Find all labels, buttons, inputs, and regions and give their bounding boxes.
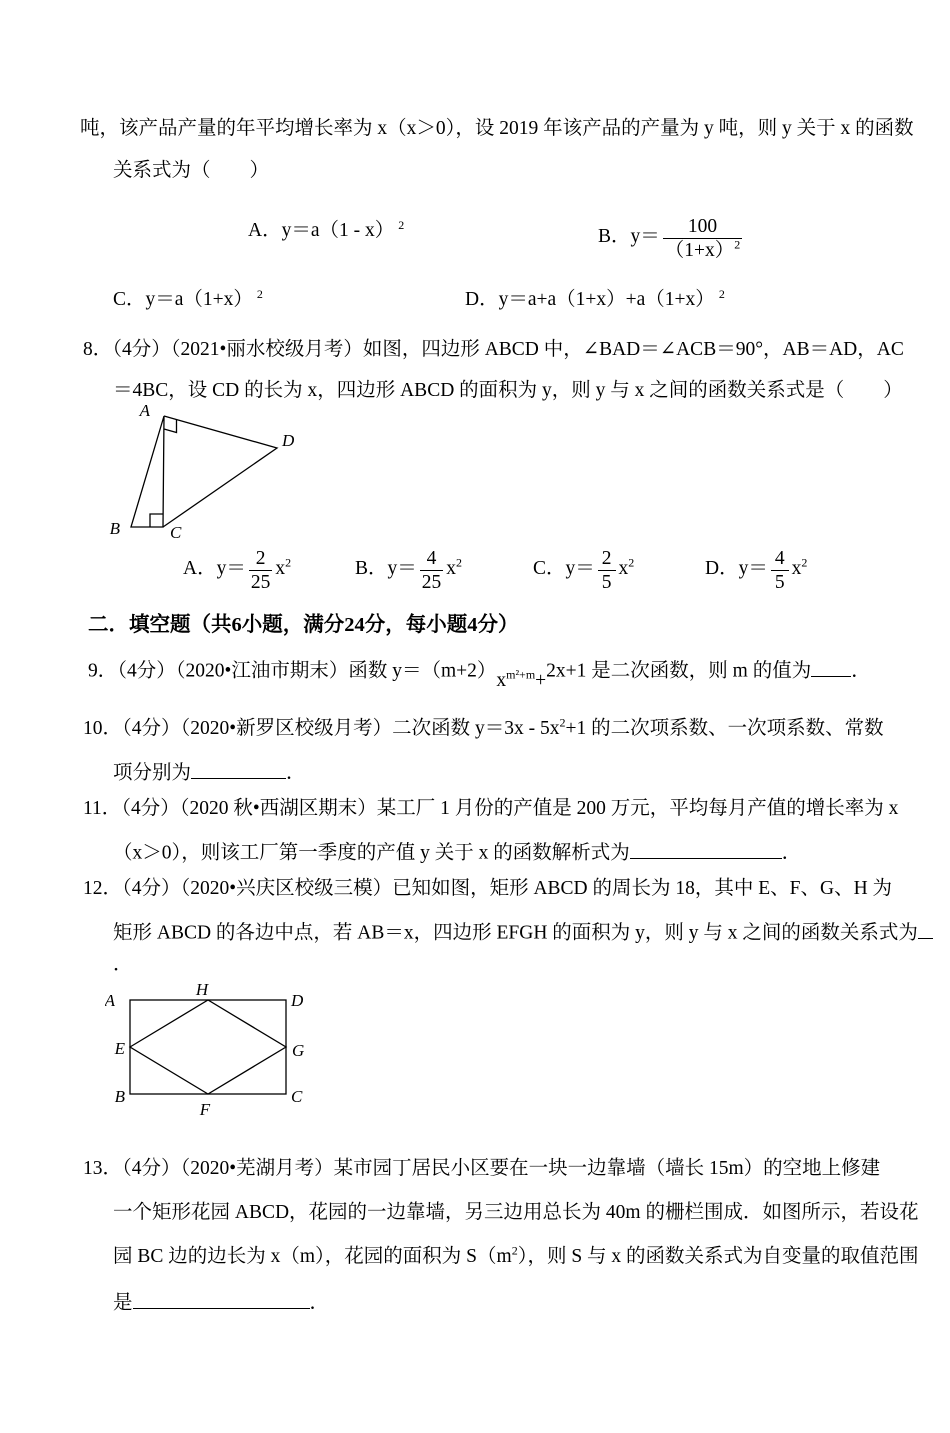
q8-option-a: A．y＝ $\frac{2}{25}$ $x^2$ <box>183 548 292 593</box>
q8-option-b: B．y＝ $\frac{4}{25}$ $x^2$ <box>355 548 463 593</box>
exponent: 2 <box>511 1243 518 1258</box>
option-label: B． <box>598 226 631 247</box>
right-angle-mark-c <box>150 514 163 527</box>
q8-line-1: 8．（4分）（2021•丽水校级月考）如图，四边形 ABCD 中，∠BAD＝∠ACB＝90°，AB＝AD，AC <box>83 339 904 360</box>
q7-option-a <box>248 218 404 244</box>
vertex-label-e: E <box>114 1039 125 1058</box>
exponent: 2 <box>734 237 741 252</box>
q10-line-2: 项分别为 ． <box>113 758 306 787</box>
q8-figure-quadrilateral-abcd <box>100 402 310 547</box>
vertex-label-c: C <box>291 1087 303 1106</box>
right-angle-mark-a <box>164 420 177 433</box>
vertex-label-a: A <box>139 402 150 420</box>
fraction <box>663 216 743 262</box>
fraction-numerator: 100 <box>663 216 743 239</box>
edges-ad-dc <box>163 416 277 527</box>
option-label: A． <box>248 220 282 241</box>
q10-line-1: 10．（4分）（2020•新罗区校级月考）二次函数 $y=3x - 5x^2+1$ 的二次项系数、一次项系数、常数 <box>83 715 884 739</box>
q13-line-3: 园 BC 边的边长为 x（m），花园的面积为 $S(m^2)$，则 S 与 x 的函数关系式为自变量的取值范围 <box>113 1243 919 1267</box>
blank-underline <box>630 838 782 859</box>
q13-line-2: 一个矩形花园 ABCD，花园的一边靠墙，另三边用总长为 40m 的栅栏围成．如图所示，若设花 <box>113 1202 919 1223</box>
fraction: $\frac{4}{25}$ <box>421 548 442 593</box>
q7-option-d <box>465 287 725 313</box>
q13-line-4: 是 ． <box>113 1288 329 1317</box>
q12-figure-rectangle-abcd <box>105 982 320 1122</box>
q8-line-2: ＝4BC，设 CD 的长为 x，四边形 ABCD 的面积为 y，则 y 与 x 之间的函数关系式是（ ） <box>113 380 903 401</box>
exponent: 2 <box>285 555 292 570</box>
vertex-label-b: B <box>109 519 120 538</box>
exponent: 2 <box>718 286 725 301</box>
vertex-label-a: A <box>105 991 115 1010</box>
q11-line-1: 11．（4分）（2020 秋•西湖区期末）某工厂 1 月份的产值是 200 万元，平均每月产值的增长率为 x <box>83 798 899 819</box>
vertex-label-d: D <box>282 431 295 450</box>
q8-option-c: C．y＝ $\frac{2}{5}$ $x^2$ <box>533 548 635 593</box>
option-label: D． <box>465 289 499 310</box>
q9-line: 9．（4分）（2020•江油市期末）函数 $y=(m+2)x^{m^2+m}+2x+1$ 是二次函数，则 m 的值为 ． <box>88 656 871 685</box>
blank-underline <box>133 1288 310 1309</box>
q7-option-c <box>113 287 263 313</box>
exponent: 2 <box>398 217 405 232</box>
fraction-denominator: $(1+x)^2$ <box>664 237 741 261</box>
fraction: $\frac{2}{25}$ <box>250 548 271 593</box>
exponent: m²+m <box>506 667 536 681</box>
q9-power-term: $x^{m^2+m}+$ <box>496 667 547 691</box>
option-formula: y＝a（1+x） <box>145 289 253 310</box>
exponent: 2 <box>256 286 263 301</box>
blank-underline <box>811 656 851 677</box>
q7-option-b <box>598 216 745 262</box>
section-2-heading: 二．填空题（共6小题，满分24分，每小题4分） <box>88 614 519 636</box>
triangle-abc <box>131 416 164 527</box>
vertex-label-h: H <box>195 982 209 999</box>
exponent: 2 <box>456 555 463 570</box>
rhombus-efgh <box>130 1000 286 1094</box>
q12-line-1: 12．（4分）（2020•兴庆区校级三模）已知如图，矩形 ABCD 的周长为 18，其中 E、F、G、H 为 <box>83 878 893 899</box>
q7-line-1: 吨，该产品产量的年平均增长率为 x（x＞0），设 2019 年该产品的产量为 y 吨，则 y 关于 x 的函数 <box>80 118 914 139</box>
vertex-label-f: F <box>199 1100 211 1119</box>
exponent: 2 <box>628 555 635 570</box>
vertex-label-b: B <box>114 1087 125 1106</box>
q8-option-d: D．y＝ $\frac{4}{5}$ $x^2$ <box>705 548 808 593</box>
fraction: $\frac{2}{5}$ <box>598 548 616 594</box>
option-formula: y＝ <box>630 226 660 247</box>
option-formula: y＝a（1 - x） <box>281 220 395 241</box>
rectangle-abcd <box>130 1000 286 1094</box>
option-formula: y＝a+a（1+x）+a（1+x） <box>498 289 715 310</box>
exponent: 2 <box>801 555 808 570</box>
q12-line-3: ． <box>113 954 133 975</box>
vertex-label-g: G <box>292 1041 305 1060</box>
vertex-label-c: C <box>170 523 182 542</box>
vertex-label-d: D <box>291 991 304 1010</box>
q11-line-2: （x＞0），则该工厂第一季度的产值 y 关于 x 的函数解析式为 ． <box>113 838 801 867</box>
blank-underline <box>918 918 933 939</box>
q12-line-2: 矩形 ABCD 的各边中点，若 AB＝x，四边形 EFGH 的面积为 y，则 y 与 x 之间的函数关系式为 <box>113 918 933 947</box>
q7-line-2: 关系式为（ ） <box>113 160 270 181</box>
exponent: 2 <box>559 715 566 730</box>
fraction: $\frac{4}{5}$ <box>771 548 789 594</box>
q13-line-1: 13．（4分）（2020•芜湖月考）某市园丁居民小区要在一块一边靠墙（墙长 15m）的空地上修建 <box>83 1158 881 1179</box>
blank-underline <box>191 758 286 779</box>
option-label: C． <box>113 289 146 310</box>
